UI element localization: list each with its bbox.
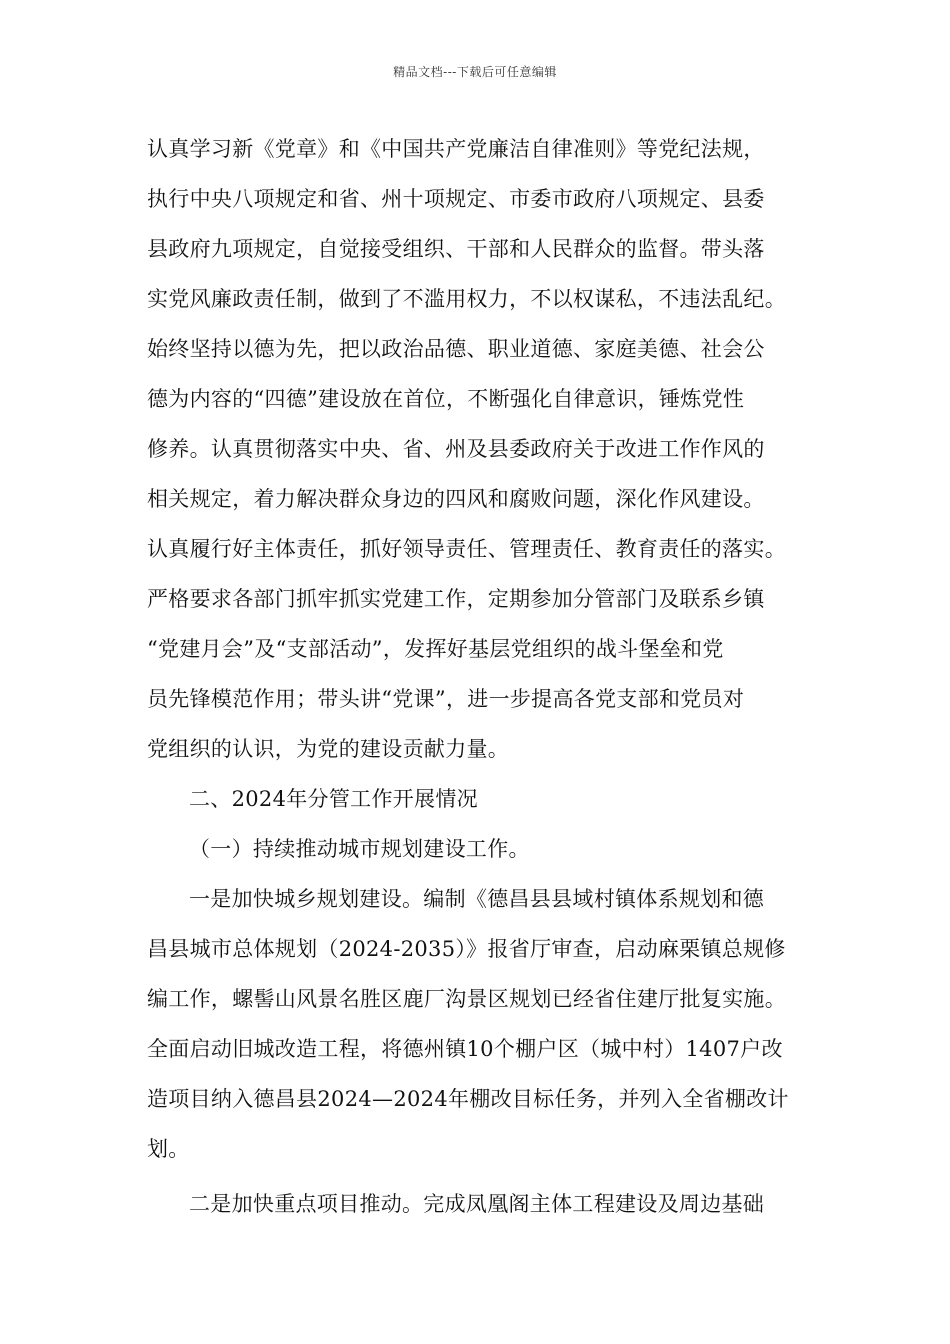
paragraph-line: 始终坚持以德为先，把以政治品德、职业道德、家庭美德、社会公 xyxy=(147,337,765,361)
paragraph-line: 认真学习新《党章》和《中国共产党廉洁自律准则》等党纪法规， xyxy=(147,137,765,161)
subsection-heading: （一）持续推动城市规划建设工作。 xyxy=(189,837,530,861)
paragraph-line: 全面启动旧城改造工程，将德州镇10个棚户区（城中村）1407户改 xyxy=(147,1037,783,1061)
paragraph-line: 党组织的认识，为党的建设贡献力量。 xyxy=(147,737,510,761)
paragraph-line: 德为内容的“四德”建设放在首位，不断强化自律意识，锤炼党性 xyxy=(147,387,745,411)
paragraph-line: 严格要求各部门抓牢抓实党建工作，定期参加分管部门及联系乡镇 xyxy=(147,587,765,611)
paragraph-line: 员先锋模范作用；带头讲“党课”，进一步提高各党支部和党员对 xyxy=(147,687,745,711)
paragraph-line: 造项目纳入德昌县2024—2024年棚改目标任务，并列入全省棚改计 xyxy=(147,1087,789,1111)
paragraph-line: 认真履行好主体责任，抓好领导责任、管理责任、教育责任的落实。 xyxy=(147,537,786,561)
paragraph-line: 执行中央八项规定和省、州十项规定、市委市政府八项规定、县委 xyxy=(147,187,765,211)
paragraph-line: 编工作，螺髻山风景名胜区鹿厂沟景区规划已经省住建厅批复实施。 xyxy=(147,987,786,1011)
page-header: 精品文档---下载后可任意编辑 xyxy=(393,65,557,79)
paragraph-line: “党建月会”及“支部活动”，发挥好基层党组织的战斗堡垒和党 xyxy=(147,637,724,661)
paragraph-line: 一是加快城乡规划建设。编制《德昌县县域村镇体系规划和德 xyxy=(189,887,765,911)
section-heading: 二、2024年分管工作开展情况 xyxy=(189,787,478,811)
paragraph-line: 修养。认真贯彻落实中央、省、州及县委政府关于改进工作作风的 xyxy=(147,437,765,461)
paragraph-line: 划。 xyxy=(147,1137,190,1161)
paragraph-line: 相关规定，着力解决群众身边的四风和腐败问题，深化作风建设。 xyxy=(147,487,765,511)
paragraph-line: 实党风廉政责任制，做到了不滥用权力，不以权谋私，不违法乱纪。 xyxy=(147,287,786,311)
document-body xyxy=(147,124,817,1229)
paragraph-line: 县政府九项规定，自觉接受组织、干部和人民群众的监督。带头落 xyxy=(147,237,765,261)
paragraph-line: 二是加快重点项目推动。完成凤凰阁主体工程建设及周边基础 xyxy=(189,1192,765,1216)
paragraph-line: 昌县城市总体规划（2024-2035）》报省厅审查，启动麻栗镇总规修 xyxy=(147,937,786,961)
